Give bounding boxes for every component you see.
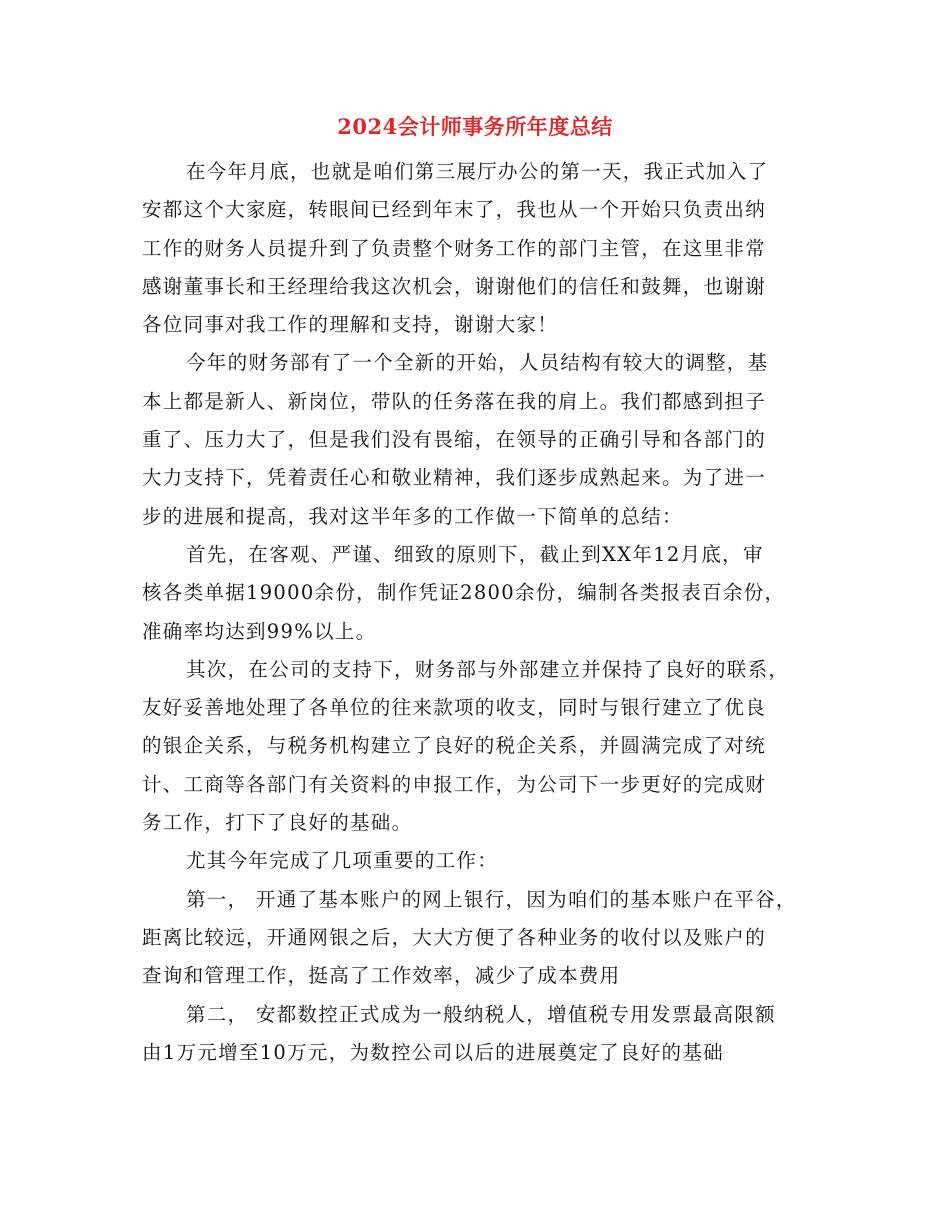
paragraph-line: 务工作，打下了良好的基础。 bbox=[142, 811, 413, 835]
paragraph-line: 第一， 开通了基本账户的网上银行，因为咱们的基本账户在平谷， bbox=[186, 887, 797, 911]
paragraph-line: 其次，在公司的支持下，财务部与外部建立并保持了良好的联系， bbox=[186, 657, 790, 681]
paragraph-finance-dept bbox=[142, 348, 807, 539]
paragraph-line: 第二， 安都数控正式成为一般纳税人，增值税专用发票最高限额 bbox=[186, 1002, 776, 1026]
paragraph-line: 首先，在客观、严谨、细致的原则下，截止到XX年12月底，审 bbox=[186, 542, 764, 566]
paragraph-line: 尤其今年完成了几项重要的工作： bbox=[186, 849, 499, 873]
paragraph-item-one bbox=[142, 885, 807, 1000]
paragraph-line: 距离比较远，开通网银之后，大大方便了各种业务的收付以及账户的 bbox=[142, 925, 767, 949]
paragraph-line: 友好妥善地处理了各单位的往来款项的收支，同时与银行建立了优良 bbox=[142, 696, 767, 720]
paragraph-line: 今年的财务部有了一个全新的开始，人员结构有较大的调整，基 bbox=[186, 351, 769, 375]
paragraph-line: 的银企关系，与税务机构建立了良好的税企关系，并圆满完成了对统 bbox=[142, 734, 767, 758]
paragraph-line: 查询和管理工作，挺高了工作效率，减少了成本费用 bbox=[142, 964, 621, 988]
paragraph-intro bbox=[142, 157, 807, 348]
paragraph-line: 准确率均达到99%以上。 bbox=[142, 619, 377, 643]
paragraph-line: 安都这个大家庭，转眼间已经到年末了，我也从一个开始只负责出纳 bbox=[142, 198, 767, 222]
paragraph-line: 各位同事对我工作的理解和支持，谢谢大家！ bbox=[142, 313, 559, 337]
paragraph-first-point bbox=[142, 540, 807, 655]
document-title: 2024会计师事务所年度总结 bbox=[337, 114, 613, 139]
document-body bbox=[142, 157, 807, 1076]
paragraph-line: 工作的财务人员提升到了负责整个财务工作的部门主管，在这里非常 bbox=[142, 236, 767, 260]
paragraph-line: 本上都是新人、新岗位，带队的任务落在我的肩上。我们都感到担子 bbox=[142, 389, 767, 413]
paragraph-second-point bbox=[142, 655, 807, 846]
paragraph-key-work-intro bbox=[142, 846, 807, 884]
paragraph-line: 在今年月底，也就是咱们第三展厅办公的第一天，我正式加入了 bbox=[186, 160, 769, 183]
paragraph-line: 计、工商等各部门有关资料的申报工作，为公司下一步更好的完成财 bbox=[142, 772, 767, 796]
paragraph-line: 步的进展和提高，我对这半年多的工作做一下简单的总结： bbox=[142, 504, 683, 528]
paragraph-line: 感谢董事长和王经理给我这次机会，谢谢他们的信任和鼓舞，也谢谢 bbox=[142, 274, 767, 298]
paragraph-line: 核各类单据19000余份，制作凭证2800余份，编制各类报表百余份， bbox=[142, 581, 786, 605]
paragraph-item-two bbox=[142, 1000, 807, 1077]
paragraph-line: 由1万元增至10万元，为数控公司以后的进展奠定了良好的基础 bbox=[142, 1040, 724, 1064]
paragraph-line: 大力支持下，凭着责任心和敬业精神，我们逐步成熟起来。为了进一 bbox=[142, 466, 767, 490]
paragraph-line: 重了、压力大了，但是我们没有畏缩，在领导的正确引导和各部门的 bbox=[142, 428, 767, 452]
